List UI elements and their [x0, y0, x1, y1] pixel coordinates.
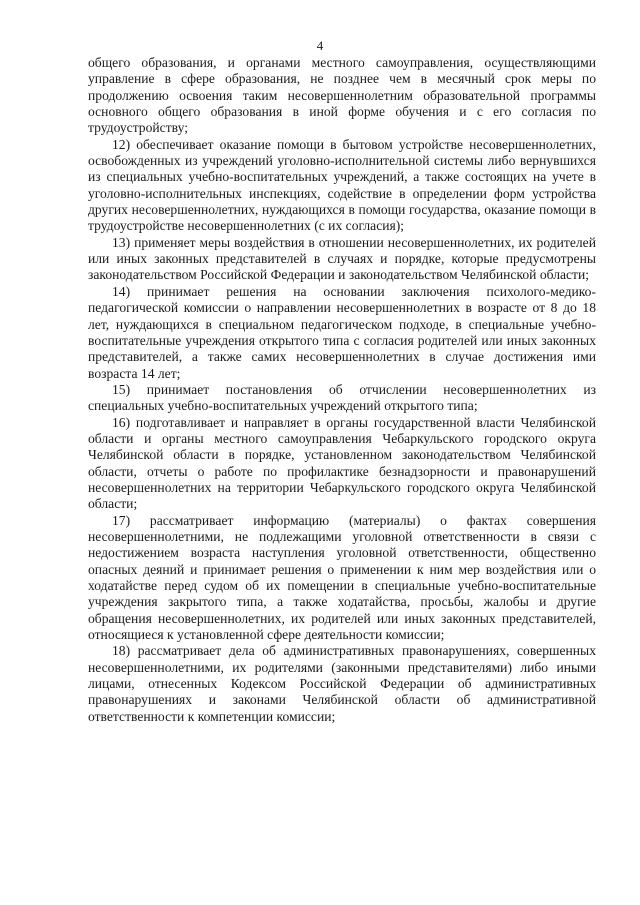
paragraph-item-18: 18) рассматривает дела об административных правонарушениях, совершенных несовершеннолетними, их родителями (законными представителями) либо иными лицами, отнесенных Кодексом Российской Федерации об административных правонарушениях и законами Челябинской области об административной ответственности к компетенции комиссии; [88, 643, 596, 724]
paragraph-item-14: 14) принимает решения на основании заключения психолого-медико-педагогической комиссии о направлении несовершеннолетних в возрасте от 8 до 18 лет, нуждающихся в специальном педагогическом подходе, в специальные учебно-воспитательные учреждения открытого типа с согласия родителей или иных законных представителей, а также самих несовершеннолетних в случае достижения ими возраста 14 лет; [88, 283, 596, 381]
paragraph-item-17: 17) рассматривает информацию (материалы) о фактах совершения несовершеннолетними, не подлежащими уголовной ответственности в связи с недостижением возраста наступления уголовной ответственности, общественно опасных деяний и принимает решения о применении к ним мер воздействия или о ходатайстве перед судом об их помещении в специальные учебно-воспитательные учреждения закрытого типа, а также ходатайства, просьбы, жалобы и другие обращения несовершеннолетних, их родителей или иных законных представителей, относящиеся к установленной сфере деятельности комиссии; [88, 512, 596, 643]
paragraph-item-16: 16) подготавливает и направляет в органы государственной власти Челябинской области и органы местного самоуправления Чебаркульского городского округа Челябинской области в порядке, установленном законодательством Челябинской области, отчеты о работе по профилактике безнадзорности и правонарушений несовершеннолетних на территории Чебаркульского городского округа Челябинской области; [88, 414, 596, 512]
page-number: 4 [316, 38, 324, 53]
paragraph-item-13: 13) применяет меры воздействия в отношении несовершеннолетних, их родителей или иных законных представителей в случаях и порядке, которые предусмотрены законодательством Российской Федерации и законодательством Челябинской области; [88, 234, 596, 283]
paragraph-continuation: общего образования, и органами местного самоуправления, осуществляющими управление в сфере образования, не позднее чем в месячный срок меры по продолжению освоения таким несовершеннолетним образовательной программы основного общего образования в иной форме обучения и с его согласия по трудоустройству; [88, 55, 596, 136]
document-body [88, 55, 596, 725]
paragraph-item-15: 15) принимает постановления об отчислении несовершеннолетних из специальных учебно-воспитательных учреждений открытого типа; [88, 381, 596, 414]
paragraph-item-12: 12) обеспечивает оказание помощи в бытовом устройстве несовершеннолетних, освобожденных из учреждений уголовно-исполнительной системы либо вернувшихся из специальных учебно-воспитательных учреждений, а также состоящих на учете в уголовно-исполнительных инспекциях, содействие в определении форм устройства других несовершеннолетних, нуждающихся в помощи государства, оказание помощи в трудоустройстве несовершеннолетних (с их согласия); [88, 136, 596, 234]
